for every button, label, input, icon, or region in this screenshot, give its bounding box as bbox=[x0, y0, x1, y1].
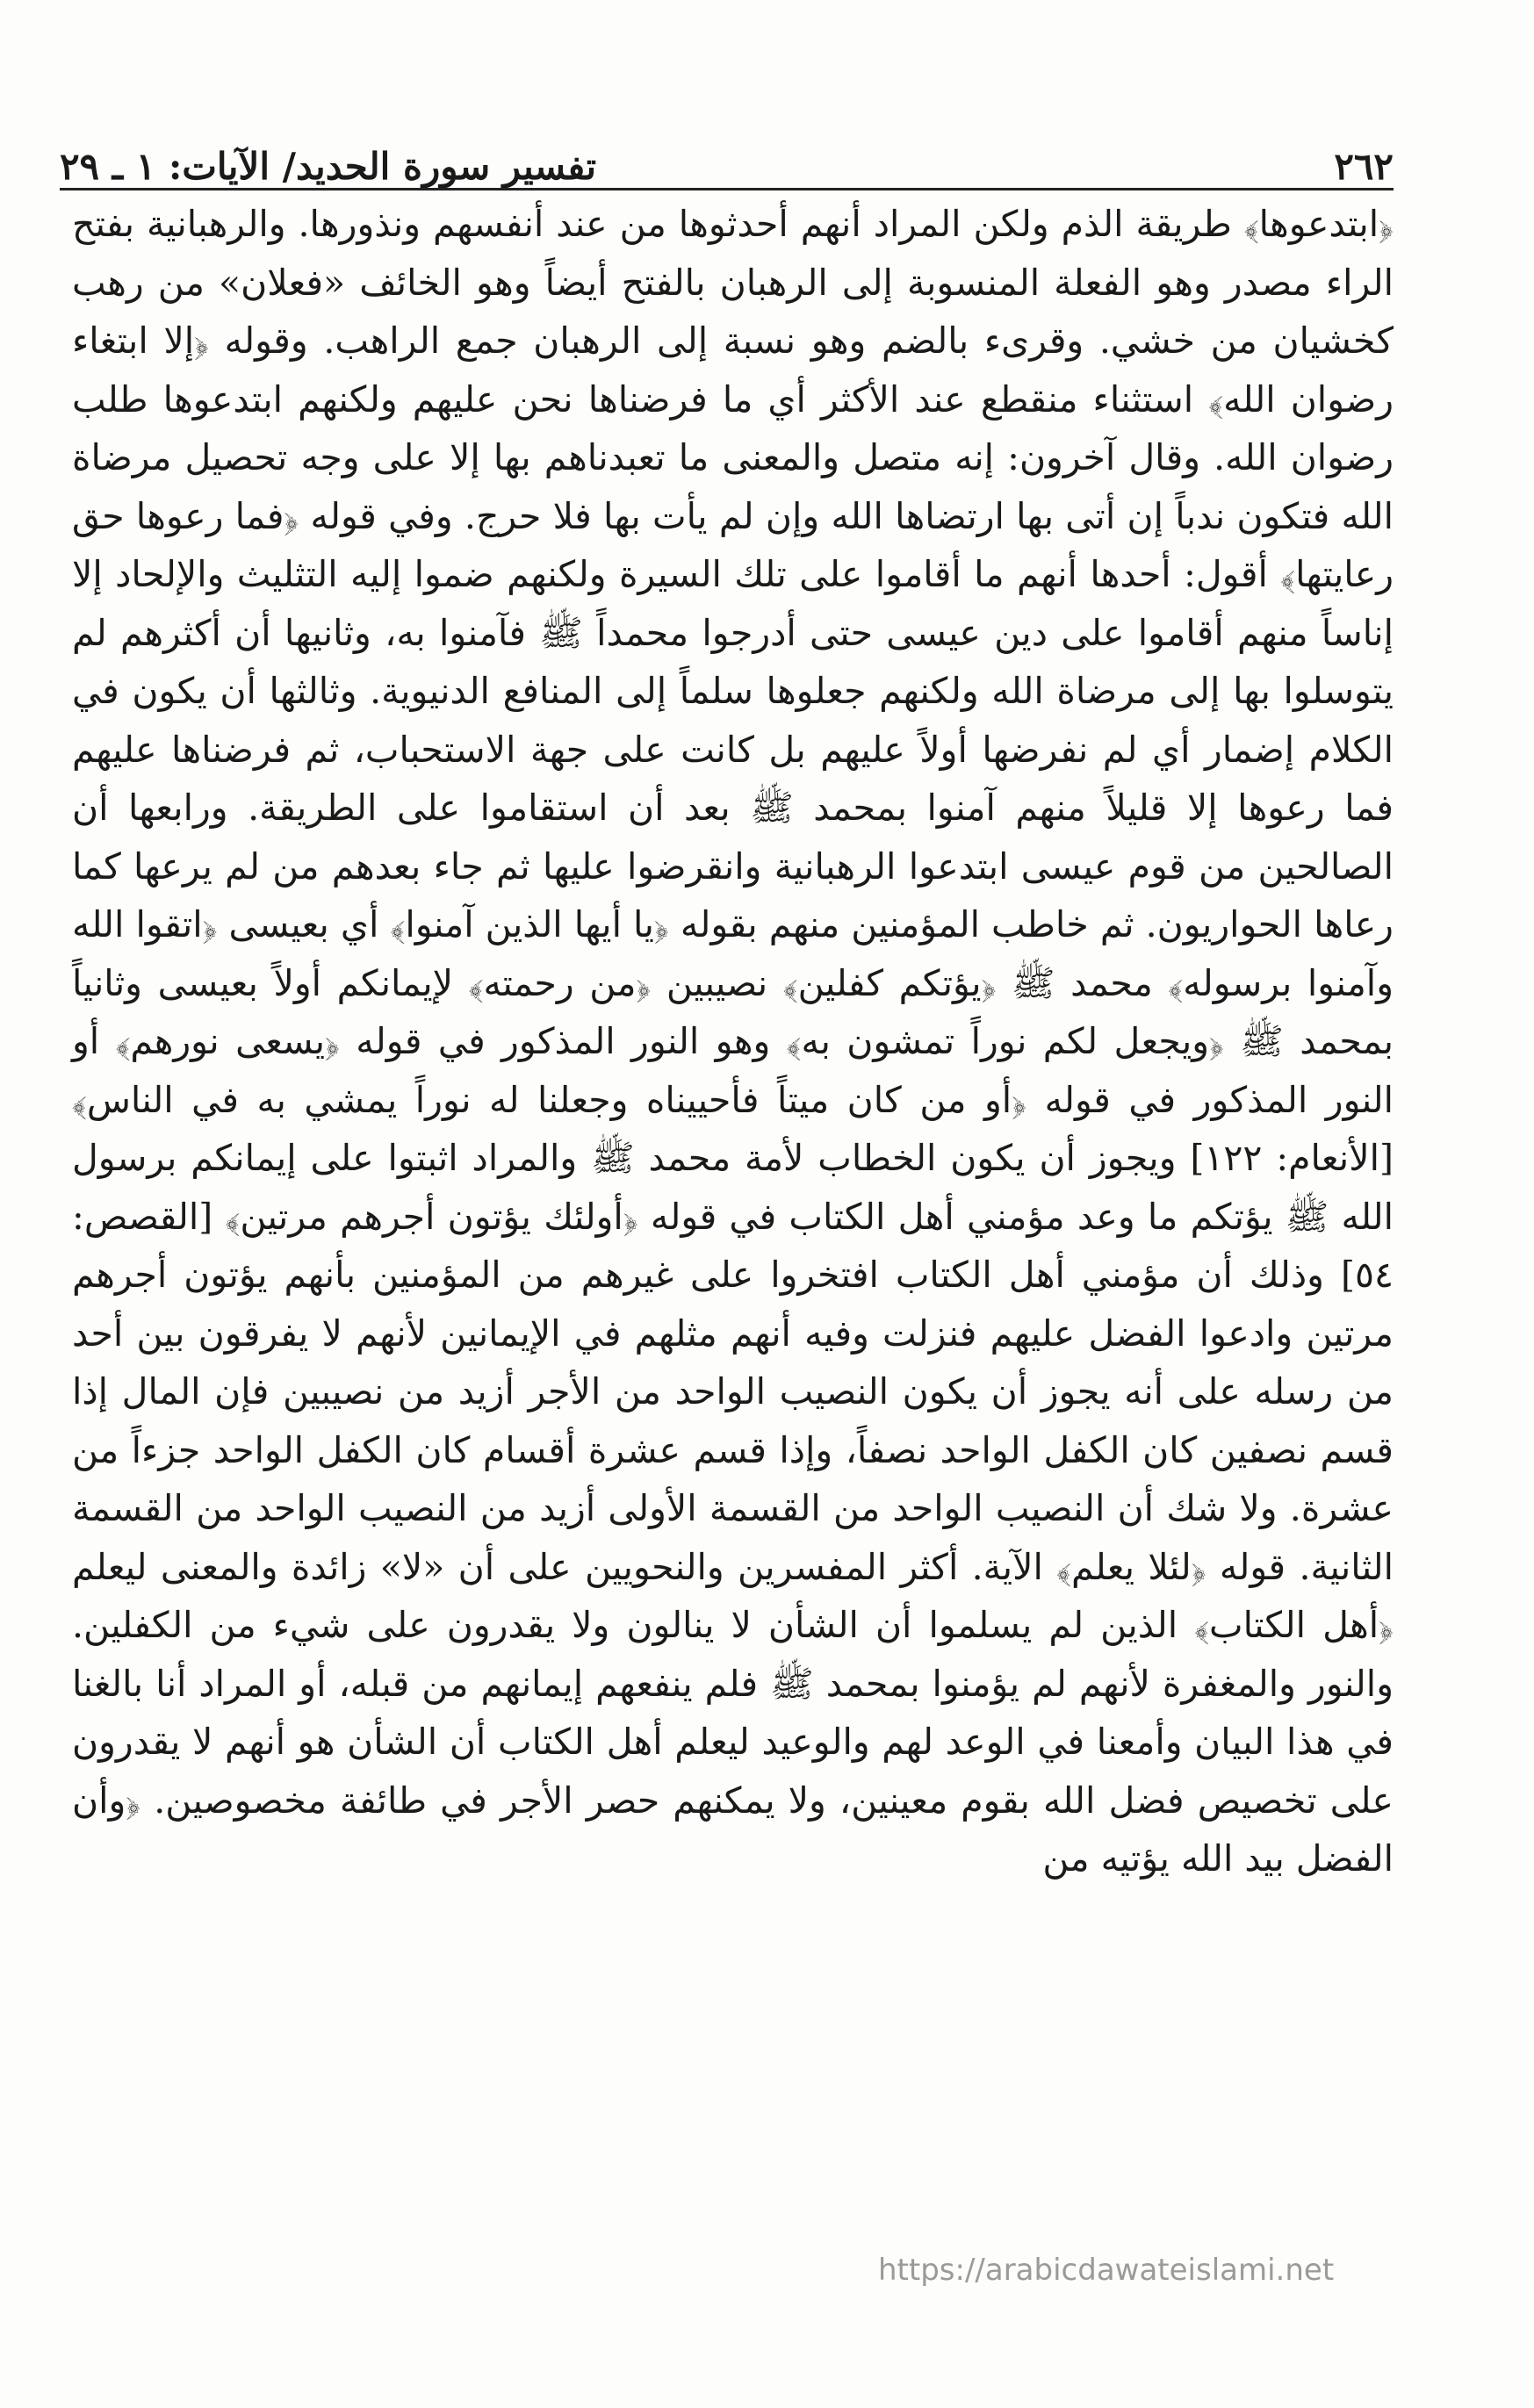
running-header bbox=[60, 132, 1394, 188]
header-rule bbox=[60, 188, 1394, 190]
body-paragraph: ﴿ابتدعوها﴾ طريقة الذم ولكن المراد أنهم أحدثوها من عند أنفسهم ونذورها. والرهبانية بفتح الراء مصدر وهو الفعلة المنسوبة إلى الرهبان بالفتح أيضاً وهو الخائف «فعلان» من رهب كخشيان من خشي. وقرىء بالضم وهو نسبة إلى الرهبان جمع الراهب. وقوله ﴿إلا ابتغاء رضوان الله﴾ استثناء منقطع عند الأكثر أي ما فرضناها نحن عليهم ولكنهم ابتدعوها طلب رضوان الله. وقال آخرون: إنه متصل والمعنى ما تعبدناهم بها إلا على وجه تحصيل مرضاة الله فتكون ندباً إن أتى بها ارتضاها الله وإن لم يأت بها فلا حرج. وفي قوله ﴿فما رعوها حق رعايتها﴾ أقول: أحدها أنهم ما أقاموا على تلك السيرة ولكنهم ضموا إليه التثليث والإلحاد إلا إناساً منهم أقاموا على دين عيسى حتى أدرجوا محمداً ﷺ فآمنوا به، وثانيها أن أكثرهم لم يتوسلوا بها إلى مرضاة الله ولكنهم جعلوها سلماً إلى المنافع الدنيوية. وثالثها أن يكون في الكلام إضمار أي لم نفرضها أولاً عليهم بل كانت على جهة الاستحباب، ثم فرضناها عليهم فما رعوها إلا قليلاً منهم آمنوا بمحمد ﷺ بعد أن استقاموا على الطريقة. ورابعها أن الصالحين من قوم عيسى ابتدعوا الرهبانية وانقرضوا عليها ثم جاء بعدهم من لم يرعها كما رعاها الحواريون. ثم خاطب المؤمنين منهم بقوله ﴿يا أيها الذين آمنوا﴾ أي بعيسى ﴿اتقوا الله وآمنوا برسوله﴾ محمد ﷺ ﴿يؤتكم كفلين﴾ نصيبين ﴿من رحمته﴾ لإيمانكم أولاً بعيسى وثانياً بمحمد ﷺ ﴿ويجعل لكم نوراً تمشون به﴾ وهو النور المذكور في قوله ﴿يسعى نورهم﴾ أو النور المذكور في قوله ﴿أو من كان ميتاً فأحييناه وجعلنا له نوراً يمشي به في الناس﴾ [الأنعام: ١٢٢] ويجوز أن يكون الخطاب لأمة محمد ﷺ والمراد اثبتوا على إيمانكم برسول الله ﷺ يؤتكم ما وعد مؤمني أهل الكتاب في قوله ﴿أولئك يؤتون أجرهم مرتين﴾ [القصص: ٥٤] وذلك أن مؤمني أهل الكتاب افتخروا على غيرهم من المؤمنين بأنهم يؤتون أجرهم مرتين وادعوا الفضل عليهم فنزلت وفيه أنهم مثلهم في الإيمانين لأنهم لا يفرقون بين أحد من رسله على أنه يجوز أن يكون النصيب الواحد من الأجر أزيد من نصيبين فإن المال إذا قسم نصفين كان الكفل الواحد نصفاً، وإذا قسم عشرة أقسام كان الكفل الواحد جزءاً من عشرة. ولا شك أن النصيب الواحد من القسمة الأولى أزيد من النصيب الواحد من القسمة الثانية. قوله ﴿لئلا يعلم﴾ الآية. أكثر المفسرين والنحويين على أن «لا» زائدة والمعنى ليعلم ﴿أهل الكتاب﴾ الذين لم يسلموا أن الشأن لا ينالون ولا يقدرون على شيء من الكفلين. والنور والمغفرة لأنهم لم يؤمنوا بمحمد ﷺ فلم ينفعهم إيمانهم من قبله، أو المراد أنا بالغنا في هذا البيان وأمعنا في الوعد لهم والوعيد ليعلم أهل الكتاب أن الشأن هو أنهم لا يقدرون على تخصيص فضل الله بقوم معينين، ولا يمكنهم حصر الأجر في طائفة مخصوصين. ﴿وأن الفضل بيد الله يؤتيه من bbox=[72, 203, 1394, 1880]
watermark: https://arabicdawateislami.net bbox=[878, 2253, 1335, 2288]
page-body bbox=[72, 195, 1394, 1888]
header-title: تفسير سورة الحديد/ الآيات: ١ ـ ٢٩ bbox=[60, 145, 597, 188]
page-number: ٢٦٢ bbox=[1334, 145, 1394, 188]
